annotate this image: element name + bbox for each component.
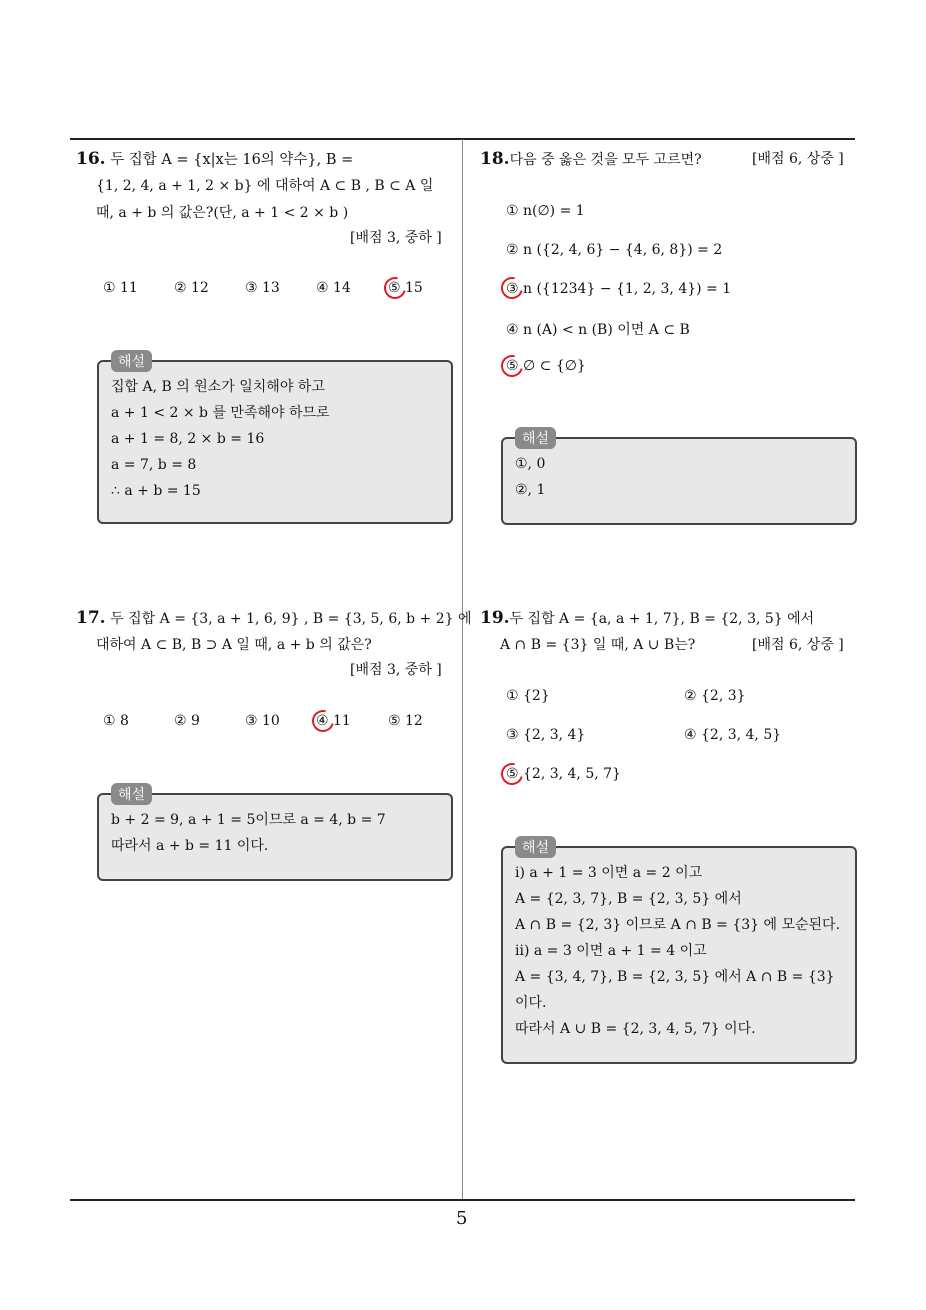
solution-line: a = 7, b = 8 — [111, 457, 197, 473]
solution-line: a + 1 = 8, 2 × b = 16 — [111, 431, 265, 447]
question-number: 19. — [480, 608, 510, 628]
option-3[interactable]: ③ {2, 3, 4} — [506, 727, 586, 743]
solution-line: A = {3, 4, 7}, B = {2, 3, 5} 에서 A ∩ B = {3} — [515, 969, 835, 985]
option-4[interactable]: ④ {2, 3, 4, 5} — [684, 727, 782, 743]
question-text-line: A ∩ B = {3} 일 때, A ∪ B는? — [500, 637, 696, 653]
score-label: [배점 6, 상중 ] — [752, 637, 844, 653]
option-4[interactable]: ④ 11 — [316, 713, 351, 729]
solution-line: A = {2, 3, 7}, B = {2, 3, 5} 에서 — [515, 891, 742, 907]
score-label: [배점 3, 중하 ] — [350, 230, 442, 246]
option-1[interactable]: ① n(∅) = 1 — [506, 203, 585, 219]
question-text-line: 두 집합 A = {x|x는 16의 약수}, B = — [110, 152, 354, 168]
question-text-line: 다음 중 옳은 것을 모두 고르면? — [509, 152, 702, 168]
question-text-line: 대하여 A ⊂ B, B ⊃ A 일 때, a + b 의 값은? — [96, 637, 372, 653]
solution-tag: 해설 — [111, 350, 152, 372]
score-label: [배점 3, 중하 ] — [350, 662, 442, 678]
option-1[interactable]: ① 8 — [103, 713, 129, 729]
question-text-line: 두 집합 A = {a, a + 1, 7}, B = {2, 3, 5} 에서 — [509, 611, 815, 627]
question-number: 18. — [480, 149, 510, 169]
answer-mark-icon — [497, 351, 527, 381]
answer-mark-icon — [380, 273, 410, 303]
option-3[interactable]: ③ 10 — [245, 713, 280, 729]
option-5[interactable]: ⑤ ∅ ⊂ {∅} — [506, 358, 586, 374]
solution-line: 이다. — [515, 995, 547, 1011]
solution-tag: 해설 — [515, 836, 556, 858]
solution-box — [97, 354, 453, 524]
question-text-line: 때, a + b 의 값은?(단, a + 1 < 2 × b ) — [96, 205, 349, 221]
option-1[interactable]: ① 11 — [103, 280, 138, 296]
option-5[interactable]: ⑤ {2, 3, 4, 5, 7} — [506, 766, 621, 782]
option-2[interactable]: ② n ({2, 4, 6} − {4, 6, 8}) = 2 — [506, 242, 723, 258]
option-2[interactable]: ② 9 — [174, 713, 200, 729]
solution-line: a + 1 < 2 × b 를 만족해야 하므로 — [111, 405, 330, 421]
option-3[interactable]: ③ 13 — [245, 280, 280, 296]
bottom-rule — [70, 1199, 855, 1201]
solution-line: ①, 0 — [515, 456, 546, 472]
solution-box — [501, 840, 857, 1064]
option-3[interactable]: ③ n ({1234} − {1, 2, 3, 4}) = 1 — [506, 281, 732, 297]
option-2[interactable]: ② {2, 3} — [684, 688, 746, 704]
solution-line: ∴ a + b = 15 — [111, 483, 201, 499]
solution-line: ②, 1 — [515, 482, 546, 498]
question-text-line: {1, 2, 4, a + 1, 2 × b} 에 대하여 A ⊂ B , B ⊂ A 일 — [96, 178, 434, 194]
question-number: 17. — [76, 608, 106, 628]
option-5[interactable]: ⑤ 15 — [388, 280, 423, 296]
solution-line: ⅰ) a + 1 = 3 이면 a = 2 이고 — [515, 865, 703, 881]
solution-line: ⅱ) a = 3 이면 a + 1 = 4 이고 — [515, 943, 707, 959]
question-number: 16. — [76, 149, 106, 169]
solution-box — [97, 787, 453, 881]
option-4[interactable]: ④ n (A) < n (B) 이면 A ⊂ B — [506, 322, 690, 338]
answer-mark-icon — [308, 706, 338, 736]
option-4[interactable]: ④ 14 — [316, 280, 351, 296]
option-5[interactable]: ⑤ 12 — [388, 713, 423, 729]
solution-line: b + 2 = 9, a + 1 = 5이므로 a = 4, b = 7 — [111, 812, 386, 828]
page-number: 5 — [456, 1208, 468, 1229]
solution-line: 따라서 A ∪ B = {2, 3, 4, 5, 7} 이다. — [515, 1021, 756, 1037]
option-1[interactable]: ① {2} — [506, 688, 550, 704]
solution-line: A ∩ B = {2, 3} 이므로 A ∩ B = {3} 에 모순된다. — [515, 917, 841, 933]
answer-mark-icon — [497, 759, 527, 789]
question-text-line: 두 집합 A = {3, a + 1, 6, 9} , B = {3, 5, 6, b + 2} 에 — [110, 611, 472, 627]
column-divider — [462, 139, 463, 1201]
solution-box — [501, 431, 857, 525]
solution-tag: 해설 — [111, 783, 152, 805]
score-label: [배점 6, 상중 ] — [752, 151, 844, 167]
solution-line: 따라서 a + b = 11 이다. — [111, 838, 269, 854]
answer-mark-icon — [497, 273, 527, 303]
option-2[interactable]: ② 12 — [174, 280, 209, 296]
solution-tag: 해설 — [515, 427, 556, 449]
solution-line: 집합 A, B 의 원소가 일치해야 하고 — [111, 379, 325, 395]
